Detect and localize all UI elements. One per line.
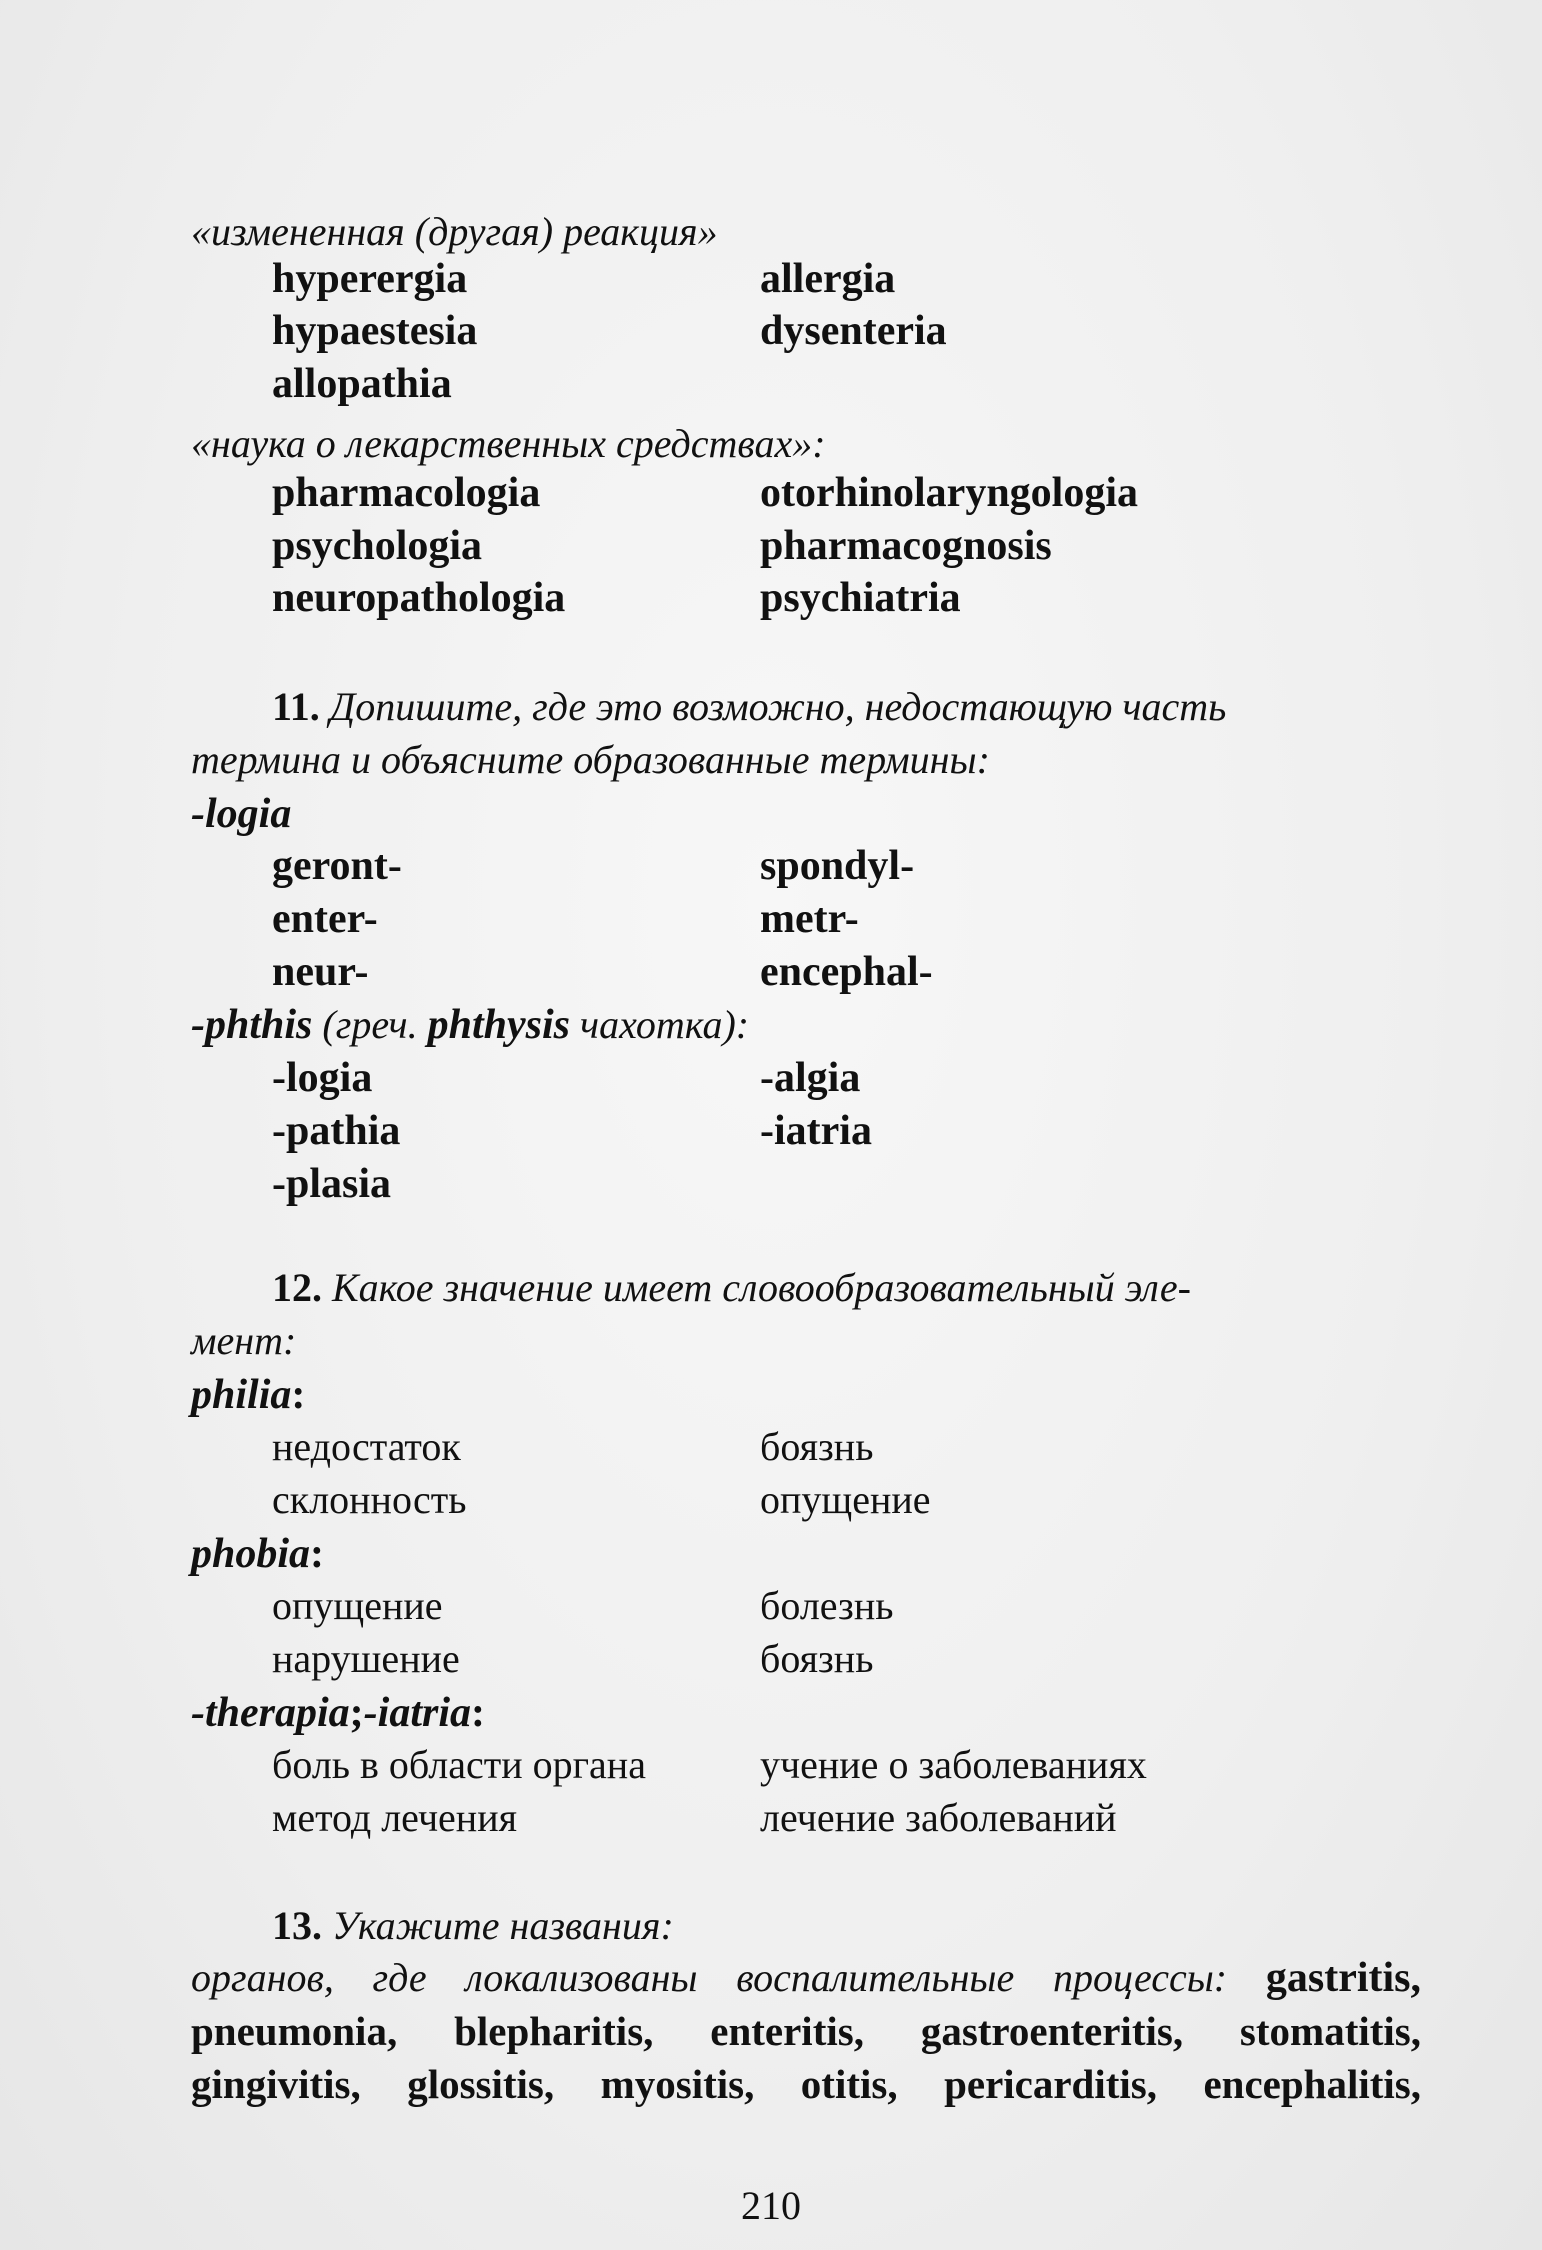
suffix-algia: -algia — [760, 1055, 861, 1101]
ex12-number: 12. — [272, 1265, 322, 1310]
therapia-option-4: лечение заболеваний — [760, 1795, 1117, 1840]
ex13-line2: pneumonia, blepharitis, enteritis, gastroenteritis, stomatitis, — [191, 2008, 1421, 2054]
stem-enter: enter- — [272, 896, 378, 942]
term-psychiatria: psychiatria — [760, 575, 961, 621]
therapia-option-2: метод лечения — [272, 1795, 518, 1840]
suffix-pathia: -pathia — [272, 1108, 401, 1154]
ex12-text-line2: мент: — [191, 1318, 297, 1363]
philia-option-2: склонность — [272, 1477, 467, 1522]
ex11-group2-mid: (греч. — [322, 1002, 418, 1047]
phobia-option-1: опущение — [272, 1583, 443, 1628]
phobia-option-3: болезнь — [760, 1583, 894, 1628]
stem-neur: neur- — [272, 949, 369, 995]
suffix-logia: -logia — [272, 1055, 373, 1101]
ex12-line1 — [272, 1265, 1191, 1310]
stem-metr: metr- — [760, 896, 859, 942]
stem-encephal: encephal- — [760, 949, 933, 995]
phobia-option-2: нарушение — [272, 1636, 460, 1681]
suffix-plasia: -plasia — [272, 1161, 392, 1207]
philia-option-4: опущение — [760, 1477, 931, 1522]
therapia-option-1: боль в области органа — [272, 1742, 646, 1787]
ex11-group2-term2: phthysis — [427, 1002, 571, 1048]
term-dysenteria: dysenteria — [760, 308, 947, 354]
ex11-group2-end: чахотка): — [580, 1002, 750, 1047]
philia-label-line: philia: — [191, 1372, 306, 1418]
ex11-line1 — [272, 684, 1227, 729]
therapia-option-3: учение о заболеваниях — [760, 1742, 1147, 1787]
ex11-number: 11. — [272, 684, 320, 729]
phobia-label: phobia — [191, 1531, 311, 1577]
term-allopathia: allopathia — [272, 361, 452, 407]
suffix-iatria: -iatria — [760, 1108, 872, 1154]
philia-option-3: боязнь — [760, 1424, 874, 1469]
sec1-heading: «измененная (другая) реакция» — [191, 209, 718, 254]
ex11-group2-label — [191, 1004, 749, 1046]
ex13-line1 — [191, 1953, 1421, 2003]
term-pharmacognosis: pharmacognosis — [760, 523, 1052, 569]
term-hypaestesia: hypaestesia — [272, 308, 478, 354]
stem-spondyl: spondyl- — [760, 843, 915, 889]
ex11-group2-term: -phthis — [191, 1002, 313, 1048]
term-neuropathologia: neuropathologia — [272, 575, 566, 621]
philia-label: philia — [191, 1372, 292, 1418]
therapia-label: -therapia — [191, 1690, 350, 1736]
phobia-label-line: phobia: — [191, 1531, 325, 1577]
ex13-line1-bold: gastritis, — [1265, 1955, 1422, 2001]
page-number: 210 — [741, 2183, 801, 2228]
term-psychologia: psychologia — [272, 523, 483, 569]
ex12-text-line1: Какое значение имеет словообразовательный эле- — [332, 1265, 1191, 1310]
ex13-number: 13. — [272, 1903, 322, 1948]
term-pharmacologia: pharmacologia — [272, 470, 541, 516]
ex13-text: Укажите названия: — [332, 1903, 674, 1948]
ex11-text-line2: термина и объясните образованные термины: — [191, 737, 990, 782]
therapia-label-line: -therapia;-iatria: — [191, 1690, 486, 1736]
sec2-heading: «наука о лекарственных средствах»: — [191, 421, 826, 466]
ex13-line3: gingivitis, glossitis, myositis, otitis, pericarditis, encephalitis, — [191, 2061, 1421, 2107]
iatria-label: -iatria — [363, 1690, 472, 1736]
term-allergia: allergia — [760, 256, 896, 302]
ex13-line — [272, 1903, 674, 1948]
ex11-text-line1: Допишите, где это возможно, недостающую часть — [329, 684, 1227, 729]
ex11-group1-label: -logia — [191, 791, 292, 837]
phobia-option-4: боязнь — [760, 1636, 874, 1681]
stem-geront: geront- — [272, 843, 402, 889]
term-otorhinolaryngologia: otorhinolaryngologia — [760, 470, 1139, 516]
term-hyperergia: hyperergia — [272, 256, 468, 302]
ex13-line1-italic: органов, где локализованы воспалительные процессы: — [191, 1955, 1228, 2000]
philia-option-1: недостаток — [272, 1424, 461, 1469]
